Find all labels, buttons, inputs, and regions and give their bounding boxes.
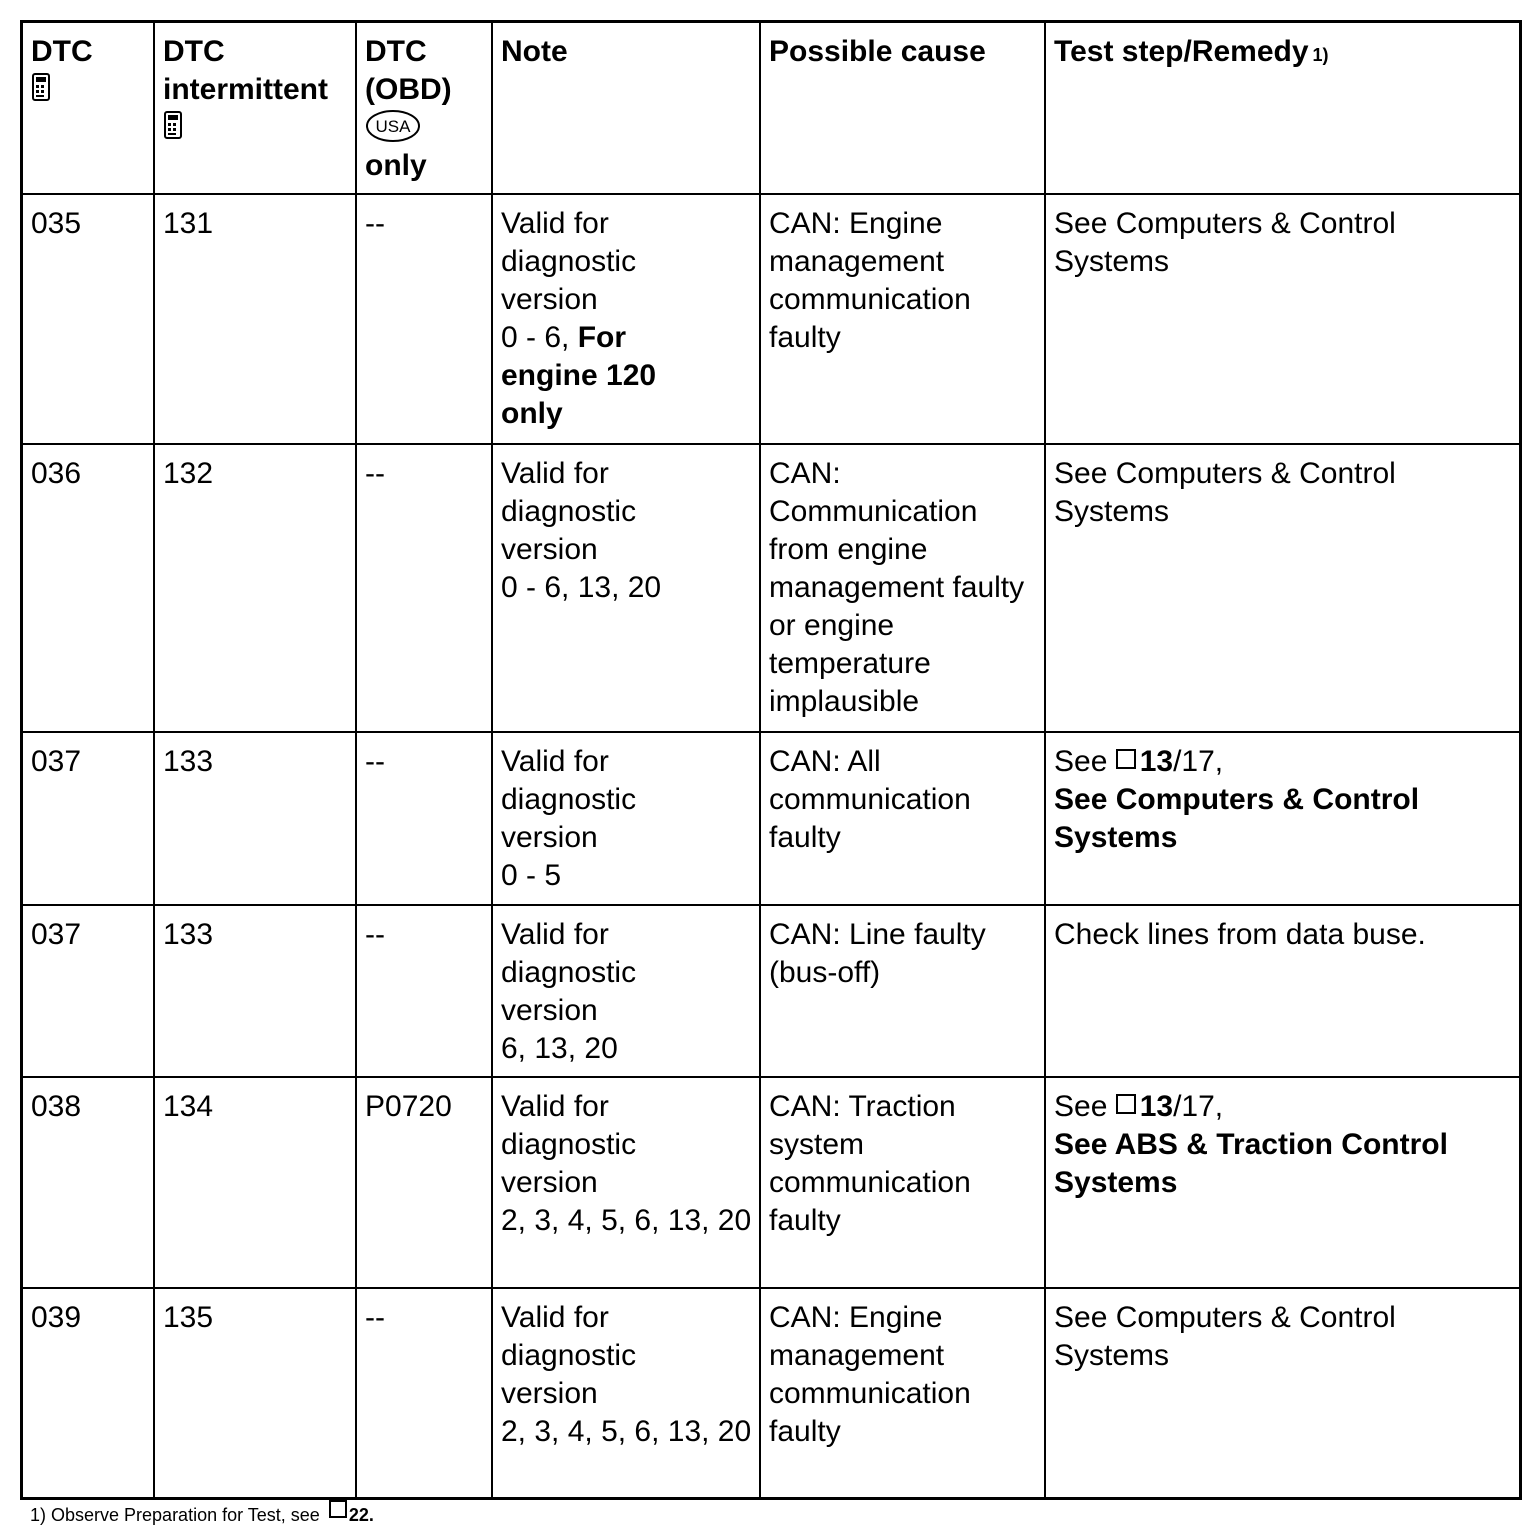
diagnostic-tester-icon bbox=[31, 73, 51, 101]
header-test-step: Test step/Remedy 1) bbox=[1045, 22, 1520, 194]
page-reference-box-icon bbox=[1116, 1094, 1136, 1114]
cell-dtc: 036 bbox=[22, 444, 154, 732]
table-row bbox=[22, 194, 1520, 444]
usa-badge-icon bbox=[365, 109, 421, 143]
header-footnote-ref: 1) bbox=[1312, 45, 1329, 65]
header-dtc-intermittent-label: DTC intermittent bbox=[163, 35, 328, 106]
cell-dtc: 037 bbox=[22, 905, 154, 1077]
cell-remedy: See Computers & Control Systems bbox=[1045, 444, 1520, 732]
page-reference-box-icon bbox=[1116, 749, 1136, 769]
cell-remedy: See Computers & Control Systems bbox=[1045, 1288, 1520, 1498]
header-possible-cause: Possible cause bbox=[760, 22, 1045, 194]
cell-cause: CAN: Traction system communication faulty bbox=[760, 1077, 1045, 1288]
cell-obd: P0720 bbox=[356, 1077, 492, 1288]
cell-dtc: 039 bbox=[22, 1288, 154, 1498]
cell-note: Valid for diagnostic version 2, 3, 4, 5, 6, 13, 20 bbox=[492, 1077, 760, 1288]
cell-dtc: 037 bbox=[22, 732, 154, 905]
cell-note: Valid for diagnostic version 0 - 6, 13, 20 bbox=[492, 444, 760, 732]
cell-intermittent: 133 bbox=[154, 905, 356, 1077]
footnote: 1) Observe Preparation for Test, see 22. bbox=[30, 1500, 374, 1527]
table-row bbox=[22, 732, 1520, 905]
cell-note: Valid for diagnostic version 2, 3, 4, 5, 6, 13, 20 bbox=[492, 1288, 760, 1498]
remedy-page-ref[interactable]: See 13/17, bbox=[1054, 1090, 1224, 1123]
header-dtc-obd bbox=[356, 22, 492, 194]
cell-note: Valid for diagnostic version 0 - 6, For engine 120 only bbox=[492, 194, 760, 444]
svg-text:USA: USA bbox=[375, 117, 411, 136]
footnote-page-ref[interactable]: 22. bbox=[348, 1505, 374, 1525]
cell-intermittent: 134 bbox=[154, 1077, 356, 1288]
dtc-table bbox=[20, 20, 1522, 1500]
cell-intermittent: 131 bbox=[154, 194, 356, 444]
cell-cause: CAN: Line faulty (bus-off) bbox=[760, 905, 1045, 1077]
cell-obd: -- bbox=[356, 1288, 492, 1498]
cell-note: Valid for diagnostic version 6, 13, 20 bbox=[492, 905, 760, 1077]
cell-remedy: Check lines from data buse. bbox=[1045, 905, 1520, 1077]
cell-dtc: 035 bbox=[22, 194, 154, 444]
cell-cause: CAN: Engine management communication faulty bbox=[760, 1288, 1045, 1498]
cell-remedy: See Computers & Control Systems bbox=[1045, 194, 1520, 444]
page-reference-box-icon bbox=[329, 1500, 347, 1518]
cell-remedy: See 13/17, See ABS & Traction Control Systems bbox=[1045, 1077, 1520, 1288]
header-dtc-intermittent bbox=[154, 22, 356, 194]
cell-obd: -- bbox=[356, 732, 492, 905]
table-row bbox=[22, 444, 1520, 732]
cell-obd: -- bbox=[356, 905, 492, 1077]
cell-cause: CAN: All communication faulty bbox=[760, 732, 1045, 905]
header-dtc-obd-only: only bbox=[365, 149, 427, 182]
diagnostic-tester-icon bbox=[163, 111, 183, 139]
cell-intermittent: 135 bbox=[154, 1288, 356, 1498]
cell-intermittent: 132 bbox=[154, 444, 356, 732]
header-row bbox=[22, 22, 1520, 194]
cell-cause: CAN: Engine management communication faulty bbox=[760, 194, 1045, 444]
header-dtc-label: DTC bbox=[31, 35, 93, 68]
cell-note: Valid for diagnostic version 0 - 5 bbox=[492, 732, 760, 905]
header-note: Note bbox=[492, 22, 760, 194]
cell-obd: -- bbox=[356, 444, 492, 732]
cell-cause: CAN: Communication from engine management faulty or engine temperature implausible bbox=[760, 444, 1045, 732]
header-dtc bbox=[22, 22, 154, 194]
cell-obd: -- bbox=[356, 194, 492, 444]
table-row bbox=[22, 905, 1520, 1077]
remedy-page-ref[interactable]: See 13/17, bbox=[1054, 745, 1224, 778]
table-row bbox=[22, 1288, 1520, 1498]
cell-intermittent: 133 bbox=[154, 732, 356, 905]
table-row bbox=[22, 1077, 1520, 1288]
header-dtc-obd-line1: DTC bbox=[365, 35, 427, 68]
cell-dtc: 038 bbox=[22, 1077, 154, 1288]
header-dtc-obd-line2: (OBD) bbox=[365, 73, 452, 106]
cell-remedy: See 13/17, See Computers & Control Systems bbox=[1045, 732, 1520, 905]
